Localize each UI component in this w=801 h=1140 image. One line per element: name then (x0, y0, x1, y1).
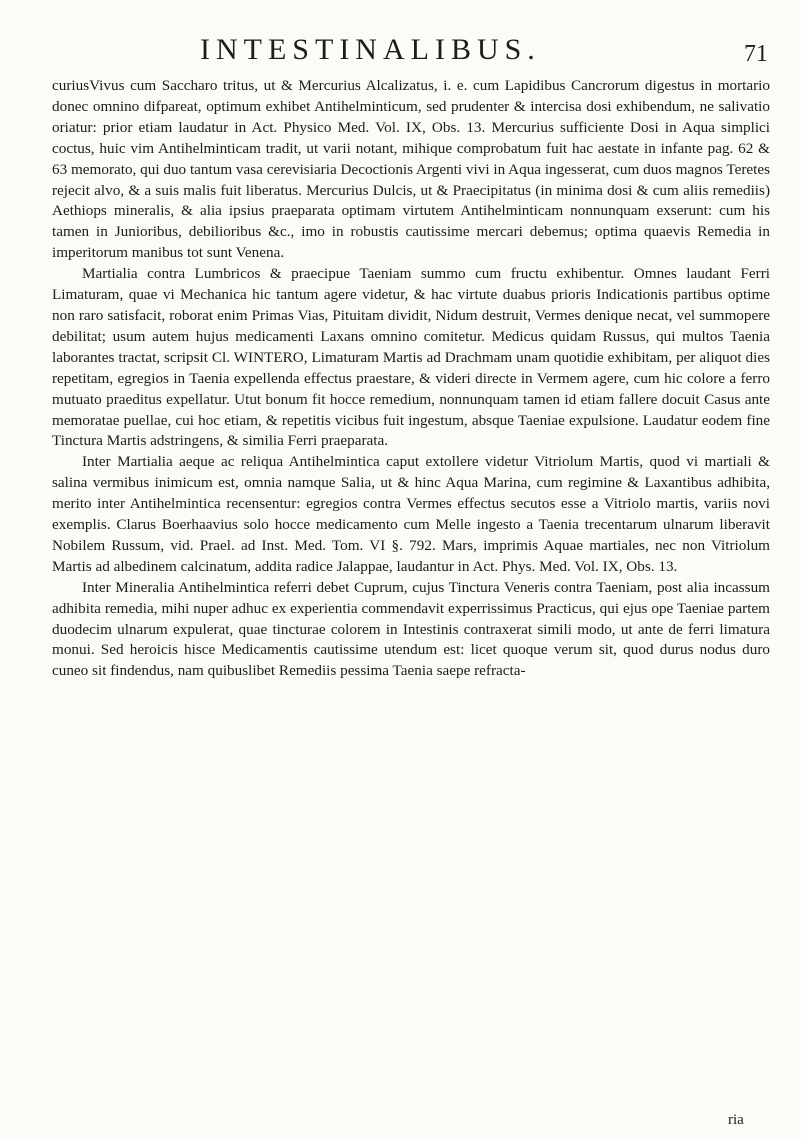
running-head (0, 30, 801, 70)
body-text (52, 76, 770, 682)
running-title: INTESTINALIBUS. (200, 33, 541, 66)
paragraph-mercurius: curiusVivus cum Saccharo tritus, ut & Mercurius Alcalizatus, i. e. cum Lapidibus Cancrorum digestus in mortario donec omnino difpareat, optimum exhibet Antihelminticum, sed prudenter & intercisa dosi exhibendum, ne salivatio oriatur: prior etiam laudatur in Act. Physico Med. Vol. IX, Obs. 13. Mercurius sufficiente Dosi in Aqua simplici coctus, huic vim Antihelminticam tradit, ut varii notant, mihique comprobatum fuit hac aestate in infante pag. 62 & 63 memorato, qui duo tantum vasa cerevisiaria Decoctionis Argenti vivi in Aqua ingesserat, cum duos magnos Teretes rejecit alvo, & a suis malis fuit liberatus. Mercurius Dulcis, ut & Praecipitatus (in minima dosi & cum aliis remediis) Aethiops mineralis, & alia ipsius praeparata optimam virtutem Antihelminticam nonnunquam exserunt: cum his tamen in Junioribus, debilioribus &c., imo in robustis cautissime mercari debemus; optima quaevis Remedia in imperitorum manibus tot sunt Venena. (52, 77, 770, 262)
paragraph-cuprum: Inter Mineralia Antihelmintica referri debet Cuprum, cujus Tinctura Veneris contra Taeniam, post alia incassum adhibita remedia, mihi nuper adhuc ex experientia commendavit experrissimus Practicus, qui ejus ope Taeniae partem duodecim ulnarum expulerat, quae tincturae colorem in Intestinis contraxerat simili modo, ut ante de ferri limatura monui. Sed heroicis hisce Medicamentis cautissime utendum est: licet quoque verum sit, quod durus nodus duro cuneo sit findendus, nam quibuslibet Remediis pessima Taenia saepe refracta- (52, 578, 770, 680)
catchword: ria (728, 1112, 744, 1128)
page-number: 71 (744, 41, 768, 67)
paragraph-vitriolum: Inter Martialia aeque ac reliqua Antihelmintica caput extollere videtur Vitriolum Martis, quod vi martiali & salina vermibus inimicum est, omnia namque Salia, ut & hinc Aqua Marina, cum regimine & Laxantibus adhibita, merito inter Antihelmintica recensentur: egregios contra Vermes effectus secutos esse a Vitriolo martis, variis novi exemplis. Clarus Boerhaavius solo hocce medicamento cum Melle ingesto a Taenia trecentarum ulnarum liberavit Nobilem Russum, vid. Prael. ad Inst. Med. Tom. VI §. 792. Mars, imprimis Aquae martiales, nec non Vitriolum Martis ad albedinem calcinatum, addita radice Jalappae, laudantur in Act. Phys. Med. Vol. IX, Obs. 13. (52, 453, 770, 575)
paragraph-martialia: Martialia contra Lumbricos & praecipue Taeniam summo cum fructu exhibentur. Omnes laudant Ferri Limaturam, quae vi Mechanica hic tantum agere videtur, & hac virtute duabus prioris Indicationis partibus optime non raro satisfacit, roborat enim Primas Vias, Pituitam dividit, Nidum destruit, Vermes denique necat, vel summopere debilitat; usum autem hujus medicamenti Laxans omnino comitetur. Medicus quidam Russus, qui multos Taenia laborantes tractat, scripsit Cl. WINTERO, Limaturam Martis ad Drachmam unam quotidie exhibitam, per aliquot dies repetitam, egregios in Taenia expellenda effectus praestare, & videri directe in Vermem agere, cum hic colore a ferro mutuato praeditus expellatur. Utut bonum fit hocce remedium, nonnunquam tamen id etiam fallere docuit Casus ante memoratae puellae, cui hoc etiam, & repetitis vicibus fuit ingestum, absque Taeniae expulsione. Laudatur eodem fine Tinctura Martis adstringens, & similia Ferri praeparata. (52, 265, 770, 450)
